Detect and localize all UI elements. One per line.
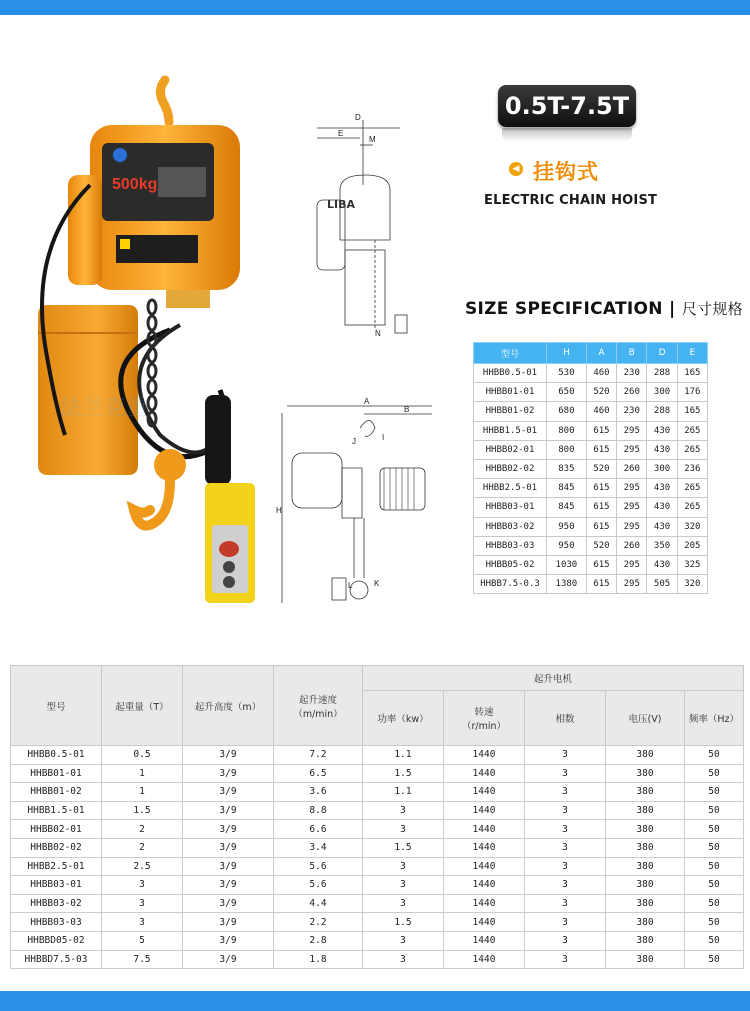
param-header-row-1 (11, 666, 744, 691)
parameter-table (10, 665, 744, 969)
table-row (11, 913, 744, 932)
param-col-power: 功率（kw） (363, 691, 444, 746)
table-cell: 380 (606, 783, 685, 802)
table-row (474, 536, 708, 555)
table-cell: HHBB02-02 (474, 459, 547, 478)
table-cell: 1 (102, 764, 183, 783)
table-cell: 1.5 (102, 801, 183, 820)
dim-label-a: A (364, 398, 370, 406)
table-cell: 176 (677, 383, 707, 402)
table-cell: 615 (586, 498, 616, 517)
table-row (11, 801, 744, 820)
table-cell: 50 (685, 913, 744, 932)
table-cell: 50 (685, 950, 744, 969)
table-cell: 8.8 (274, 801, 363, 820)
table-row (474, 555, 708, 574)
table-cell: 520 (586, 383, 616, 402)
table-cell: 3/9 (183, 746, 274, 765)
table-cell: 3/9 (183, 838, 274, 857)
table-cell: 260 (617, 536, 647, 555)
table-cell: HHBBD05-02 (11, 931, 102, 950)
table-cell: 615 (586, 440, 616, 459)
table-cell: 3 (363, 876, 444, 895)
size-col-a: A (586, 343, 616, 364)
table-cell: 615 (586, 517, 616, 536)
table-cell: 3 (363, 894, 444, 913)
size-spec-title-en: SIZE SPECIFICATION (465, 299, 663, 319)
nameplate-load: 500kg (112, 176, 158, 193)
table-cell: 380 (606, 950, 685, 969)
table-cell: 2.8 (274, 931, 363, 950)
table-cell: 3 (525, 857, 606, 876)
param-col-speed (444, 691, 525, 746)
table-cell: 320 (677, 575, 707, 594)
table-cell: 230 (617, 402, 647, 421)
table-cell: 300 (647, 459, 677, 478)
table-cell: 1440 (444, 838, 525, 857)
table-cell: 50 (685, 764, 744, 783)
table-cell: 3/9 (183, 913, 274, 932)
table-cell: 295 (617, 498, 647, 517)
table-cell: 236 (677, 459, 707, 478)
table-cell: 295 (617, 517, 647, 536)
table-cell: 288 (647, 402, 677, 421)
table-cell: 430 (647, 555, 677, 574)
table-cell: 5 (102, 931, 183, 950)
table-cell: 1.1 (363, 783, 444, 802)
table-cell: HHBB7.5-0.3 (474, 575, 547, 594)
table-cell: 1440 (444, 801, 525, 820)
table-cell: 1440 (444, 931, 525, 950)
side-view-diagram (272, 398, 452, 608)
table-cell: HHBB02-01 (474, 440, 547, 459)
size-spec-title (465, 298, 743, 319)
lift-speed-line-2: （m/min） (293, 708, 343, 720)
table-cell: 260 (617, 459, 647, 478)
table-cell: 3/9 (183, 801, 274, 820)
table-cell: HHBB03-01 (474, 498, 547, 517)
table-cell: 1440 (444, 913, 525, 932)
param-col-capacity: 起重量（T） (102, 666, 183, 746)
table-cell: HHBB02-01 (11, 820, 102, 839)
table-cell: 3 (102, 894, 183, 913)
dim-label-d: D (355, 113, 361, 122)
table-cell: 3 (525, 764, 606, 783)
table-cell: 380 (606, 857, 685, 876)
table-cell: 800 (547, 421, 587, 440)
size-spec-title-cn: 尺寸规格 (681, 300, 743, 318)
table-cell: 320 (677, 517, 707, 536)
table-cell: 520 (586, 459, 616, 478)
table-cell: 3 (525, 913, 606, 932)
table-row (11, 931, 744, 950)
table-cell: 295 (617, 575, 647, 594)
table-cell: HHBB03-03 (11, 913, 102, 932)
table-cell: 950 (547, 517, 587, 536)
table-cell: HHBB03-02 (11, 894, 102, 913)
table-cell: 2 (102, 838, 183, 857)
dim-label-l: L (348, 581, 353, 590)
table-row (474, 459, 708, 478)
table-cell: HHBB05-02 (474, 555, 547, 574)
table-cell: 3.4 (274, 838, 363, 857)
table-cell: 3 (363, 820, 444, 839)
table-cell: HHBB2.5-01 (11, 857, 102, 876)
table-cell: HHBB03-01 (11, 876, 102, 895)
watermark-text: 法兰克重 (60, 396, 149, 421)
table-cell: 50 (685, 894, 744, 913)
param-col-voltage: 电压(V) (606, 691, 685, 746)
table-cell: HHBB1.5-01 (474, 421, 547, 440)
size-col-h: H (547, 343, 587, 364)
table-cell: 295 (617, 421, 647, 440)
table-cell: 295 (617, 440, 647, 459)
table-cell: HHBB0.5-01 (474, 364, 547, 383)
table-cell: 680 (547, 402, 587, 421)
table-row (11, 838, 744, 857)
product-name: ELECTRIC CHAIN HOIST (484, 193, 658, 208)
table-row (474, 517, 708, 536)
table-cell: 265 (677, 498, 707, 517)
dim-label-e: E (338, 129, 344, 138)
table-cell: 430 (647, 440, 677, 459)
table-cell: 1440 (444, 783, 525, 802)
table-cell: 3 (363, 801, 444, 820)
param-col-lift-height: 起升高度（m） (183, 666, 274, 746)
table-row (474, 383, 708, 402)
table-cell: 1.5 (363, 838, 444, 857)
table-cell: 3 (363, 950, 444, 969)
table-cell: 6.5 (274, 764, 363, 783)
table-cell: 3 (525, 894, 606, 913)
table-cell: 50 (685, 820, 744, 839)
lift-speed-line-1: 起升速度 (298, 694, 337, 706)
table-cell: 845 (547, 498, 587, 517)
table-cell: 615 (586, 421, 616, 440)
table-cell: 50 (685, 876, 744, 895)
dim-label-j: J (352, 437, 356, 446)
table-cell: HHBB01-01 (474, 383, 547, 402)
table-row (11, 783, 744, 802)
table-cell: 265 (677, 421, 707, 440)
table-cell: HHBB03-03 (474, 536, 547, 555)
table-cell: 5.6 (274, 876, 363, 895)
table-cell: 0.5 (102, 746, 183, 765)
table-cell: 3 (363, 931, 444, 950)
size-spec-table (473, 342, 708, 594)
table-cell: 165 (677, 364, 707, 383)
table-cell: 3 (363, 857, 444, 876)
param-col-model: 型号 (11, 666, 102, 746)
table-cell: 1440 (444, 746, 525, 765)
table-cell: 430 (647, 421, 677, 440)
table-cell: 380 (606, 913, 685, 932)
table-cell: 50 (685, 857, 744, 876)
table-cell: 325 (677, 555, 707, 574)
table-cell: 4.4 (274, 894, 363, 913)
table-cell: 615 (586, 575, 616, 594)
table-cell: HHBBD7.5-03 (11, 950, 102, 969)
table-cell: 2 (102, 820, 183, 839)
table-cell: 3 (525, 950, 606, 969)
table-cell: 50 (685, 746, 744, 765)
hoist-photo (20, 75, 270, 615)
table-cell: 430 (647, 517, 677, 536)
table-cell: HHBB2.5-01 (474, 479, 547, 498)
table-row (11, 950, 744, 969)
table-cell: 5.6 (274, 857, 363, 876)
size-col-model: 型号 (474, 343, 547, 364)
rpm-line-1: 转速 (474, 707, 494, 718)
table-cell: 460 (586, 364, 616, 383)
table-cell: 3 (525, 820, 606, 839)
hook-type-title: 挂钩式 (533, 160, 599, 184)
table-cell: 1440 (444, 764, 525, 783)
table-cell: 1030 (547, 555, 587, 574)
table-cell: 845 (547, 479, 587, 498)
table-cell: 1.5 (363, 913, 444, 932)
table-cell: 295 (617, 555, 647, 574)
table-cell: 50 (685, 931, 744, 950)
table-cell: 165 (677, 402, 707, 421)
table-cell: 3.6 (274, 783, 363, 802)
param-col-lift-speed (274, 666, 363, 746)
table-cell: 3/9 (183, 950, 274, 969)
top-view-diagram (305, 110, 440, 340)
param-col-motor: 起升电机 (363, 666, 744, 691)
table-cell: 2.5 (102, 857, 183, 876)
table-cell: 505 (647, 575, 677, 594)
dim-label-h: H (276, 506, 282, 515)
table-cell: 50 (685, 783, 744, 802)
table-cell: 3 (102, 913, 183, 932)
table-cell: 3/9 (183, 931, 274, 950)
table-cell: HHBB01-01 (11, 764, 102, 783)
table-cell: HHBB1.5-01 (11, 801, 102, 820)
table-cell: 430 (647, 479, 677, 498)
table-cell: 265 (677, 479, 707, 498)
param-col-frequency: 频率（Hz） (685, 691, 744, 746)
table-cell: 3/9 (183, 876, 274, 895)
table-cell: 265 (677, 440, 707, 459)
table-cell: 530 (547, 364, 587, 383)
dim-label-i: I (382, 433, 385, 442)
table-cell: 380 (606, 801, 685, 820)
table-cell: 380 (606, 746, 685, 765)
table-cell: 7.2 (274, 746, 363, 765)
bottom-accent-bar (0, 991, 750, 1011)
table-cell: 350 (647, 536, 677, 555)
table-cell: 2.2 (274, 913, 363, 932)
table-row (474, 440, 708, 459)
table-row (474, 498, 708, 517)
table-row (11, 764, 744, 783)
table-cell: HHBB01-02 (474, 402, 547, 421)
table-cell: 300 (647, 383, 677, 402)
table-cell: 3/9 (183, 783, 274, 802)
table-cell: 230 (617, 364, 647, 383)
table-cell: 3 (525, 931, 606, 950)
table-cell: 50 (685, 801, 744, 820)
table-cell: 650 (547, 383, 587, 402)
table-cell: 615 (586, 479, 616, 498)
table-cell: 3 (525, 746, 606, 765)
size-col-b: B (617, 343, 647, 364)
table-cell: 3/9 (183, 894, 274, 913)
table-row (11, 746, 744, 765)
table-cell: 1440 (444, 876, 525, 895)
table-cell: 380 (606, 931, 685, 950)
dim-label-m: M (369, 135, 376, 144)
table-cell: 800 (547, 440, 587, 459)
table-cell: 3 (525, 783, 606, 802)
table-cell: 3 (525, 876, 606, 895)
table-row (474, 364, 708, 383)
dim-label-k: K (374, 579, 380, 588)
table-cell: 1440 (444, 894, 525, 913)
table-cell: 50 (685, 838, 744, 857)
table-cell: 1 (102, 783, 183, 802)
table-cell: 1440 (444, 820, 525, 839)
table-cell: 1.1 (363, 746, 444, 765)
table-cell: 1.5 (363, 764, 444, 783)
table-cell: HHBB01-02 (11, 783, 102, 802)
table-cell: 295 (617, 479, 647, 498)
table-cell: HHBB02-02 (11, 838, 102, 857)
table-cell: 7.5 (102, 950, 183, 969)
dim-label-b: B (404, 405, 410, 414)
top-accent-bar (0, 0, 750, 15)
table-cell: 1380 (547, 575, 587, 594)
table-cell: 430 (647, 498, 677, 517)
table-cell: 3/9 (183, 820, 274, 839)
dim-label-n: N (375, 329, 381, 338)
table-cell: 1.8 (274, 950, 363, 969)
table-cell: 520 (586, 536, 616, 555)
table-cell: 3 (102, 876, 183, 895)
table-cell: 380 (606, 894, 685, 913)
table-cell: 1440 (444, 950, 525, 969)
table-cell: 380 (606, 876, 685, 895)
table-cell: 6.6 (274, 820, 363, 839)
size-spec-header-row (474, 343, 708, 364)
table-row (11, 876, 744, 895)
table-cell: 615 (586, 555, 616, 574)
table-row (11, 857, 744, 876)
table-cell: 1440 (444, 857, 525, 876)
size-col-d: D (647, 343, 677, 364)
capacity-badge: 0.5T-7.5T (498, 85, 636, 127)
table-cell: 3/9 (183, 857, 274, 876)
size-col-e: E (677, 343, 707, 364)
table-row (474, 479, 708, 498)
table-row (474, 575, 708, 594)
table-cell: 835 (547, 459, 587, 478)
table-cell: 380 (606, 764, 685, 783)
diagram-brand: LIBA (327, 198, 355, 211)
table-cell: 460 (586, 402, 616, 421)
table-cell: 288 (647, 364, 677, 383)
table-row (474, 402, 708, 421)
param-col-phase: 相数 (525, 691, 606, 746)
table-row (11, 894, 744, 913)
table-cell: 3/9 (183, 764, 274, 783)
table-row (11, 820, 744, 839)
table-cell: 205 (677, 536, 707, 555)
table-cell: HHBB0.5-01 (11, 746, 102, 765)
table-cell: HHBB03-02 (474, 517, 547, 536)
table-cell: 380 (606, 820, 685, 839)
size-spec-title-sep: | (669, 299, 676, 319)
arrow-circle-icon: ◀ (509, 162, 523, 176)
table-cell: 260 (617, 383, 647, 402)
table-cell: 380 (606, 838, 685, 857)
table-row (474, 421, 708, 440)
rpm-line-2: （r/min） (461, 721, 507, 732)
table-cell: 3 (525, 838, 606, 857)
table-cell: 3 (525, 801, 606, 820)
badge-reflection (502, 128, 632, 142)
table-cell: 950 (547, 536, 587, 555)
